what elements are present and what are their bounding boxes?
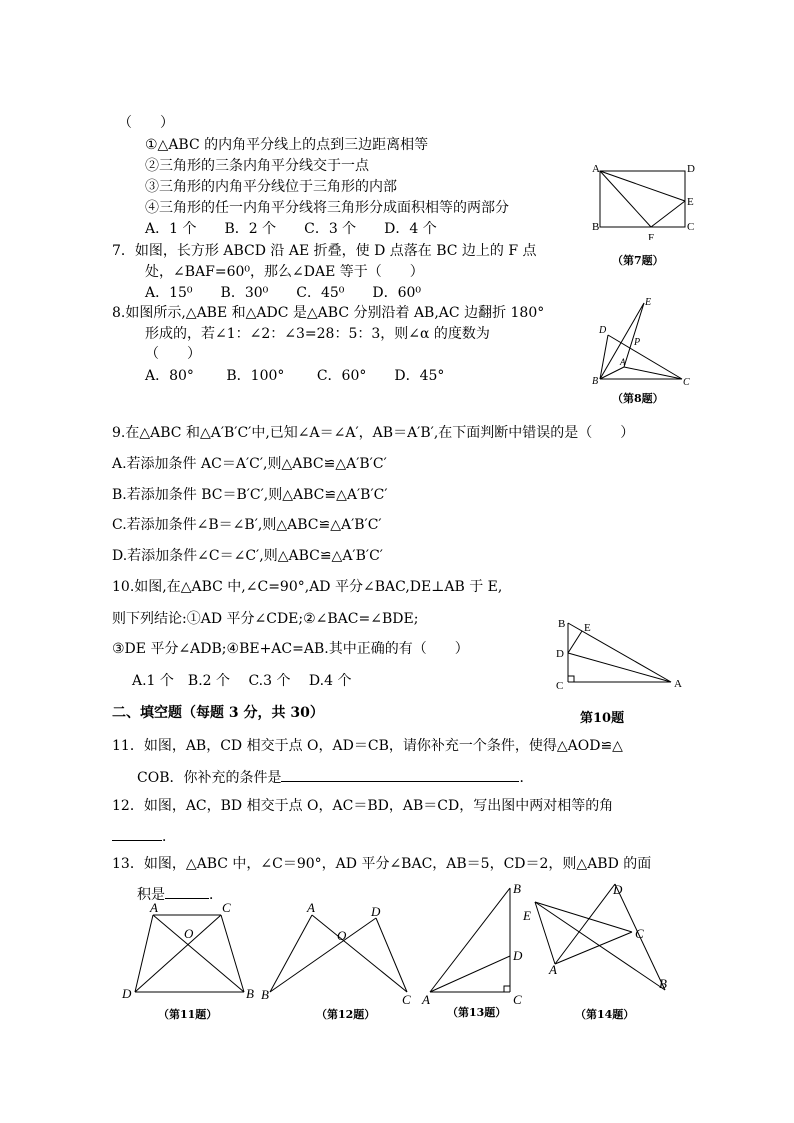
caption-fig12: （第12题） (316, 1008, 376, 1021)
fig8-label-E: E (645, 297, 652, 308)
q8-paren: （ ） (145, 346, 201, 362)
caption-fig7: （第7题） (612, 254, 664, 267)
figure-7 (585, 155, 695, 240)
q11-prompt: COB．你补充的条件是 (137, 770, 282, 786)
fig8-label-P: P (634, 337, 641, 348)
q6-choices: A．1 个 B．2 个 C．3 个 D．4 个 (145, 221, 437, 237)
fig11-label-A: A (150, 900, 158, 915)
q12-line-1: 12．如图，AC，BD 相交于点 O，AC＝BD，AB＝CD，写出图中两对相等的角 (112, 798, 614, 814)
figure-14 (515, 880, 675, 1005)
fig7-label-A: A (592, 163, 600, 175)
q9-option-d: D.若添加条件∠C＝∠C′,则△ABC≌△A′B′C′ (112, 548, 383, 564)
fig10-label-C: C (556, 680, 564, 692)
fig14-label-C: C (635, 926, 644, 941)
q11-answer-blank[interactable] (281, 767, 519, 782)
q6-paren: （ ） (118, 115, 174, 131)
fig14-label-A: A (549, 962, 557, 977)
fig13-label-C: C (513, 992, 522, 1005)
q13-period: ． (209, 887, 223, 903)
q10-line-2: 则下列结论:①AD 平分∠CDE;②∠BAC=∠BDE; (112, 611, 419, 627)
figure-12 (258, 900, 418, 1005)
fig12-label-B: B (261, 987, 269, 1002)
q11-period: ． (519, 770, 534, 786)
q7-choices: A．15⁰ B．30⁰ C．45⁰ D．60⁰ (145, 285, 422, 301)
figure-11 (118, 900, 263, 1005)
q10-line-1: 10.如图,在△ABC 中,∠C=90°,AD 平分∠BAC,DE⊥AB 于 E, (112, 579, 503, 595)
q8-line-2: 形成的，若∠1：∠2：∠3=28：5：3，则∠α 的度数为 (145, 326, 490, 342)
caption-fig11: （第11题） (158, 1008, 218, 1021)
caption-fig8: （第8题） (612, 392, 664, 405)
q6-option-4: ④三角形的任一内角平分线将三角形分成面积相等的两部分 (145, 200, 509, 216)
fig12-label-C: C (402, 992, 411, 1005)
fig11-label-D: D (122, 986, 132, 1001)
q9-option-a: A.若添加条件 AC＝A′C′,则△ABC≌△A′B′C′ (112, 456, 387, 472)
q7-line-1: 7．如图，长方形 ABCD 沿 AE 折叠，使 D 点落在 BC 边上的 F 点 (112, 243, 537, 259)
q12-answer-blank[interactable] (112, 826, 162, 841)
q6-option-3: ③三角形的内角平分线位于三角形的内部 (145, 179, 397, 195)
fig8-label-B: B (592, 376, 599, 387)
fig8-label-D: D (599, 325, 607, 336)
q8-choices: A．80° B．100° C．60° D．45° (145, 368, 445, 384)
fig12-label-A: A (307, 900, 315, 915)
fig7-label-C: C (687, 221, 695, 233)
q7-line-2: 处，∠BAF=60⁰，那么∠DAE 等于（ ） (145, 264, 424, 280)
fig10-label-D: D (556, 648, 564, 660)
q6-option-1: ①△ABC 的内角平分线上的点到三边距离相等 (145, 137, 429, 153)
q12-period: ． (162, 829, 176, 845)
q12-line-2 (112, 826, 176, 846)
fig13-label-D: D (513, 948, 523, 963)
fig10-label-A: A (674, 678, 682, 690)
fig7-label-E: E (687, 196, 694, 208)
caption-fig13: （第13题） (447, 1006, 507, 1019)
fig12-label-D: D (371, 904, 381, 919)
fig7-label-D: D (687, 163, 695, 175)
figure-10 (553, 615, 688, 695)
section-2-title: 二、填空题（每题 3 分，共 30） (112, 705, 324, 721)
fig10-label-B: B (558, 618, 566, 630)
fig10-label-E: E (584, 622, 591, 634)
q13-prompt: 积是 (137, 887, 165, 903)
q10-choices: A.1 个 B.2 个 C.3 个 D.4 个 (132, 673, 352, 689)
fig11-label-O: O (184, 926, 194, 941)
fig12-label-O: O (337, 928, 347, 943)
fig8-label-A: A (620, 357, 626, 367)
caption-fig14: （第14题） (575, 1008, 635, 1021)
q13-answer-blank[interactable] (165, 884, 209, 899)
q8-line-1: 8.如图所示,△ABE 和△ADC 是△ABC 分别沿着 AB,AC 边翻折 180° (112, 305, 545, 321)
q9-stem: 9.在△ABC 和△A′B′C′中,已知∠A＝∠A′，AB＝A′B′,在下面判断中错误的是（ ） (112, 425, 635, 441)
fig14-label-D: D (613, 882, 623, 897)
fig11-label-C: C (222, 900, 231, 915)
q6-option-2: ②三角形的三条内角平分线交于一点 (145, 158, 369, 174)
caption-fig10: 第10题 (580, 711, 625, 726)
fig14-label-E: E (523, 908, 531, 923)
q13-line-1: 13．如图，△ABC 中，∠C＝90°，AD 平分∠BAC，AB＝5，CD＝2，则△ABD 的面 (112, 856, 652, 872)
q9-option-b: B.若添加条件 BC＝B′C′,则△ABC≌△A′B′C′ (112, 487, 388, 503)
fig13-label-A: A (422, 992, 430, 1005)
fig8-label-C: C (683, 377, 690, 388)
fig13-label-B: B (513, 881, 521, 896)
q9-option-c: C.若添加条件∠B＝∠B′,则△ABC≌△A′B′C′ (112, 517, 382, 533)
q10-line-3: ③DE 平分∠ADB;④BE+AC=AB.其中正确的有（ ） (112, 641, 469, 657)
fig11-label-B: B (246, 986, 254, 1001)
q11-line-2 (137, 767, 533, 787)
fig14-label-B: B (659, 976, 667, 991)
q11-line-1: 11．如图，AB，CD 相交于点 O，AD＝CB，请你补充一个条件，使得△AOD≌△ (112, 738, 623, 754)
fig7-label-B: B (592, 221, 600, 233)
figure-8 (590, 295, 695, 390)
fig7-label-F: F (648, 232, 655, 240)
